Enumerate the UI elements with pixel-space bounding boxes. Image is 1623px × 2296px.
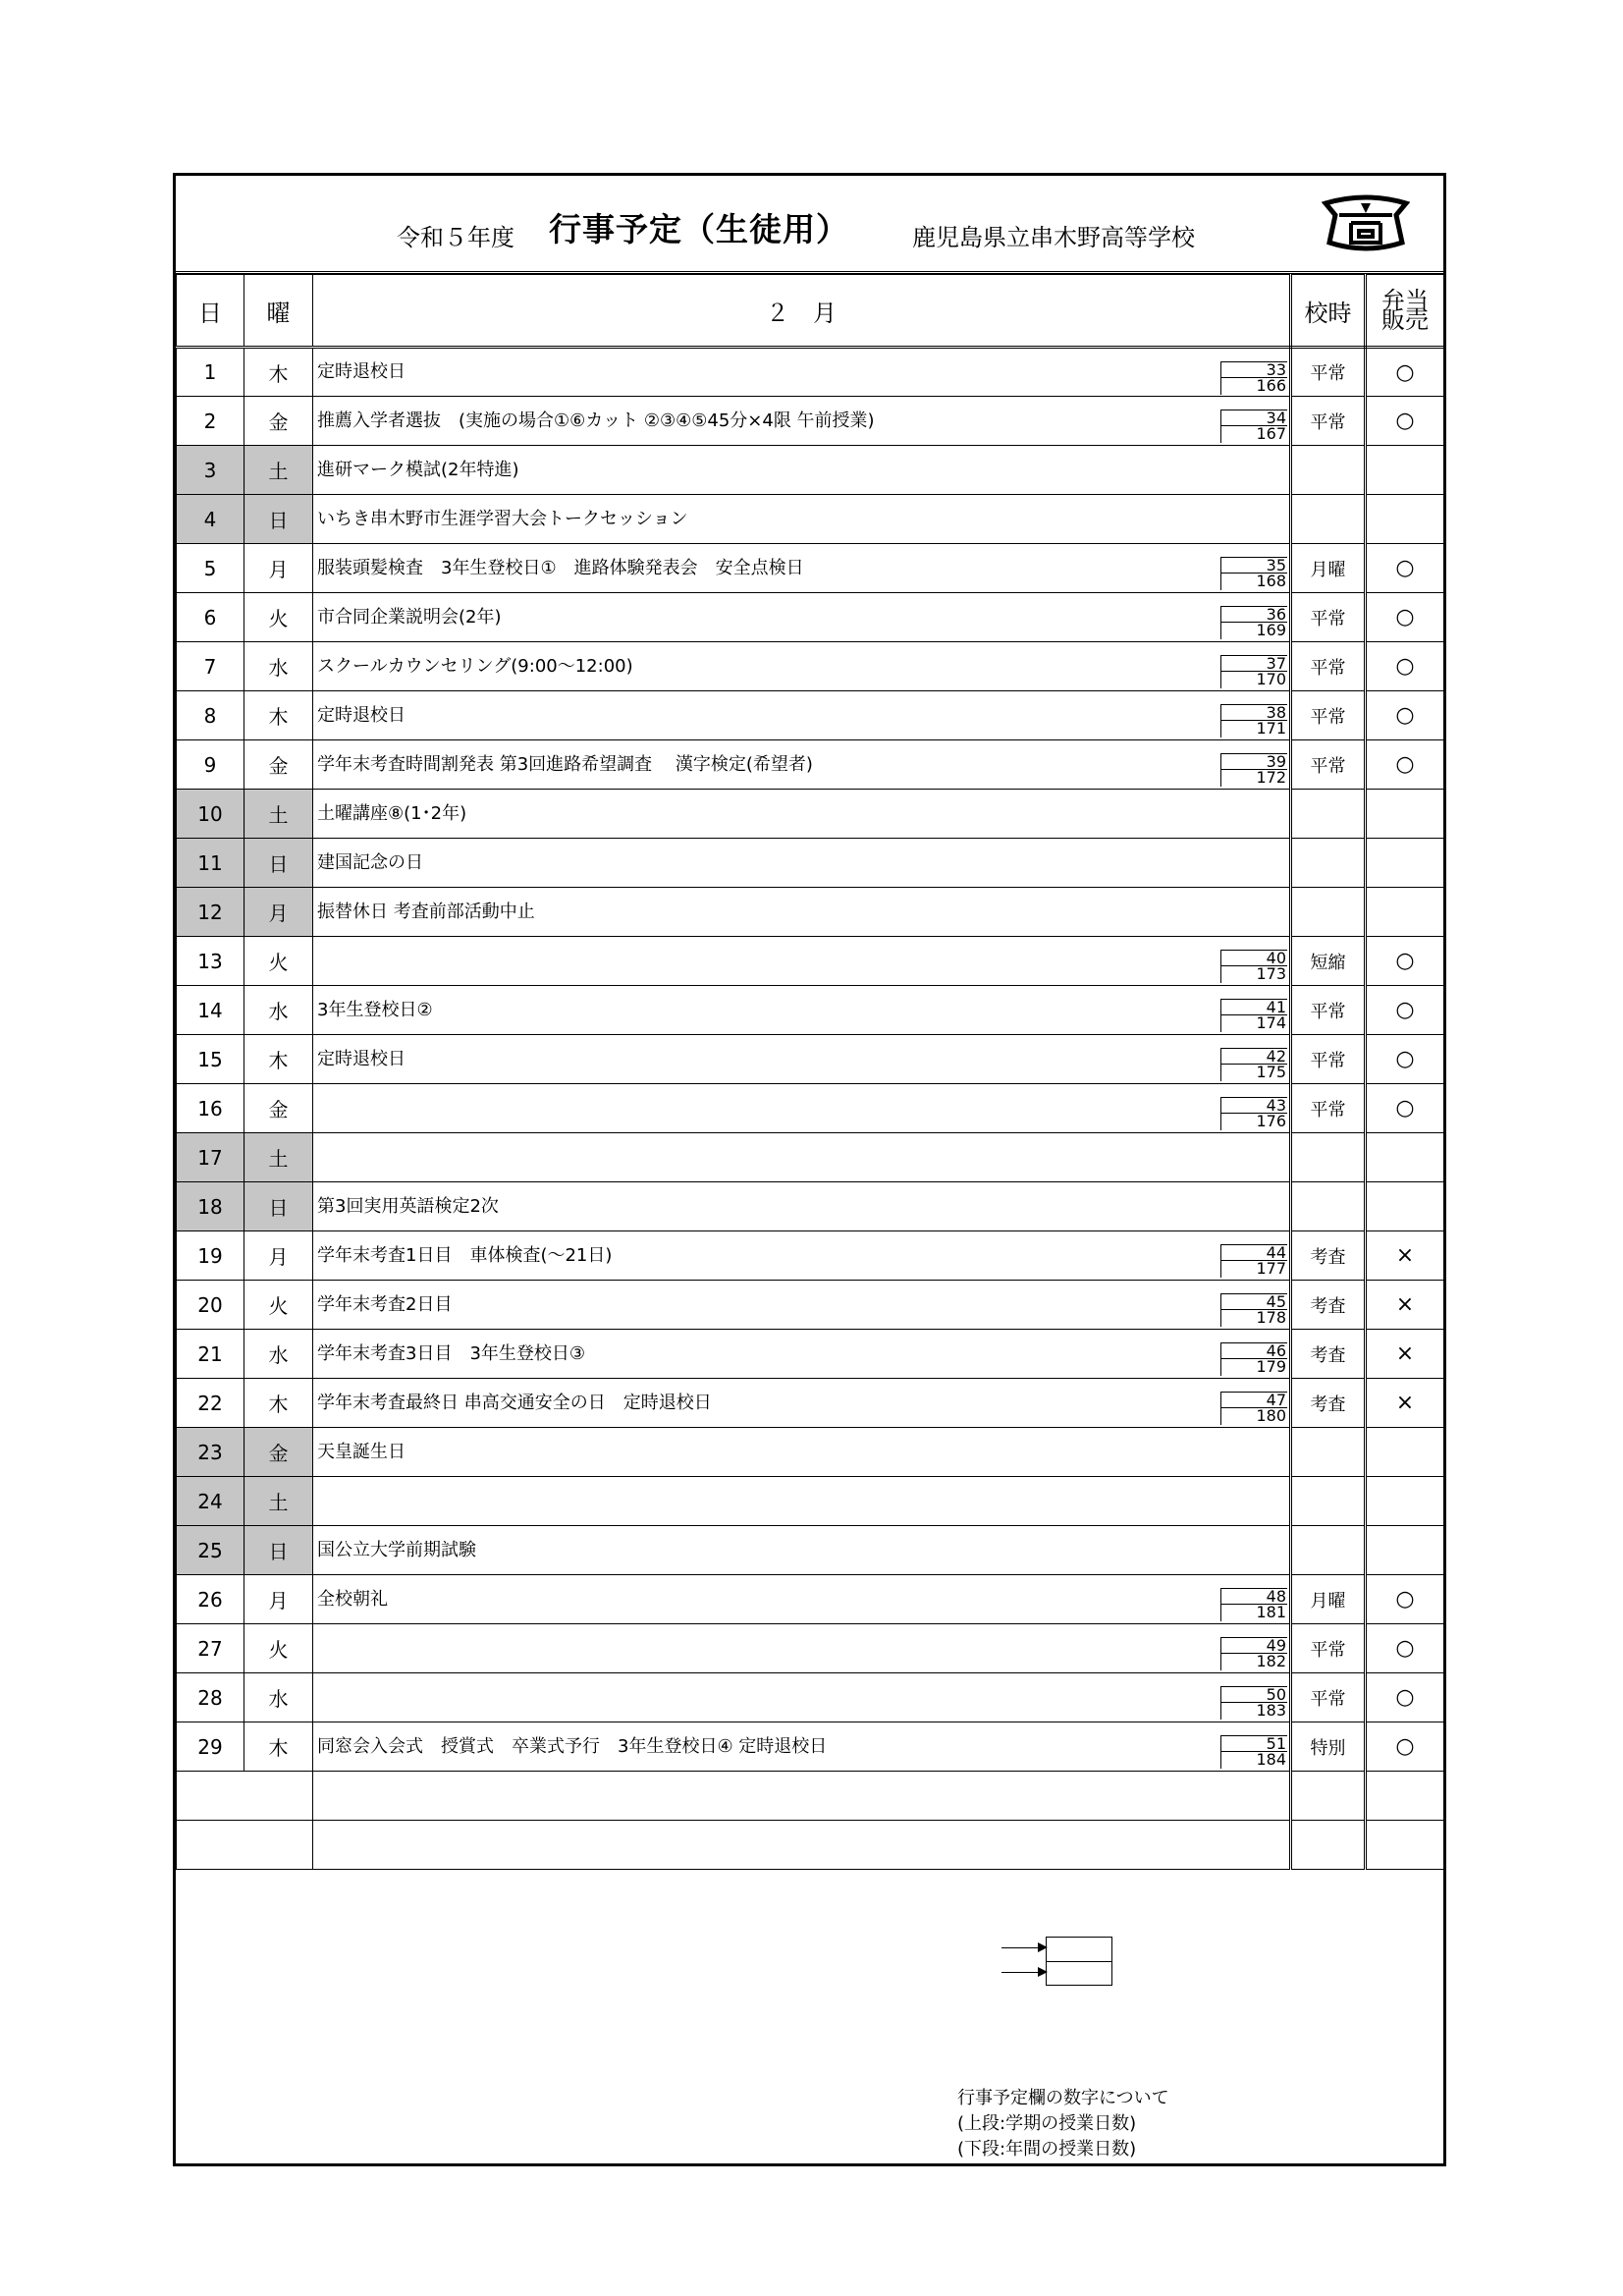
event-text: 推薦入学者選抜 (実施の場合①⑥カット ②③④⑤45分×4限 午前授業) [317, 410, 875, 431]
term-day-count: 51 [1220, 1735, 1287, 1752]
bento-sale-mark [1366, 790, 1444, 839]
table-row [177, 397, 1444, 446]
weekday: 火 [244, 593, 313, 642]
day-number: 25 [177, 1526, 244, 1575]
day-number: 27 [177, 1624, 244, 1673]
class-day-count [1220, 1392, 1287, 1425]
year-day-count: 173 [1220, 965, 1287, 983]
event-cell [313, 888, 1291, 937]
event-text: 学年末考査時間割発表 第3回進路希望調査 漢字検定(希望者) [317, 753, 813, 775]
col-bento-line1: 弁当 [1381, 287, 1429, 314]
event-cell [313, 593, 1291, 642]
legend-upper: (上段:学期の授業日数) [957, 2113, 1137, 2134]
table-row [177, 986, 1444, 1035]
weekday: 日 [244, 1526, 313, 1575]
year-day-count: 177 [1220, 1260, 1287, 1278]
schedule-type: 平常 [1291, 986, 1366, 1035]
table-row [177, 888, 1444, 937]
day-number: 14 [177, 986, 244, 1035]
day-number: 20 [177, 1281, 244, 1330]
schedule-type: 平常 [1291, 1035, 1366, 1084]
weekday: 月 [244, 544, 313, 593]
weekday: 土 [244, 1477, 313, 1526]
weekday: 水 [244, 642, 313, 691]
event-cell [313, 1575, 1291, 1624]
event-cell [313, 1084, 1291, 1133]
term-day-count: 43 [1220, 1097, 1287, 1114]
day-number: 22 [177, 1379, 244, 1428]
empty-cell [1366, 1821, 1444, 1870]
bento-sale-mark: × [1366, 1281, 1444, 1330]
class-day-count [1220, 655, 1287, 688]
day-number: 24 [177, 1477, 244, 1526]
bento-sale-mark: ○ [1366, 937, 1444, 986]
event-text: 進研マーク模試(2年特進) [317, 459, 519, 480]
table-row [177, 839, 1444, 888]
table-row [177, 1722, 1444, 1772]
page-title: 行事予定（生徒用） [549, 210, 849, 248]
table-row [177, 1673, 1444, 1722]
weekday: 水 [244, 1673, 313, 1722]
table-row [177, 1035, 1444, 1084]
event-text: 学年末考査3日目 3年生登校日③ [317, 1342, 586, 1364]
schedule-type [1291, 1182, 1366, 1231]
fiscal-year: 令和５年度 [397, 224, 514, 251]
day-number: 23 [177, 1428, 244, 1477]
table-row-empty [177, 1772, 1444, 1821]
bento-sale-mark [1366, 888, 1444, 937]
schedule-frame [173, 173, 1446, 2166]
bento-sale-mark [1366, 1133, 1444, 1182]
event-text: 市合同企業説明会(2年) [317, 606, 502, 628]
weekday: 水 [244, 1330, 313, 1379]
event-text: 天皇誕生日 [317, 1441, 406, 1462]
schedule-type: 考査 [1291, 1281, 1366, 1330]
weekday: 土 [244, 446, 313, 495]
schedule-type [1291, 1526, 1366, 1575]
empty-cell [313, 1821, 1291, 1870]
schedule-type [1291, 839, 1366, 888]
weekday: 日 [244, 495, 313, 544]
bento-sale-mark [1366, 1428, 1444, 1477]
event-cell [313, 1477, 1291, 1526]
event-cell [313, 937, 1291, 986]
year-day-count: 169 [1220, 622, 1287, 639]
bento-sale-mark: ○ [1366, 1673, 1444, 1722]
table-row [177, 544, 1444, 593]
empty-cell [1366, 1772, 1444, 1821]
weekday: 日 [244, 839, 313, 888]
table-row [177, 1330, 1444, 1379]
schedule-table [176, 274, 1444, 1870]
title-bar [176, 176, 1443, 274]
schedule-type [1291, 790, 1366, 839]
bento-sale-mark: ○ [1366, 740, 1444, 790]
table-row [177, 1575, 1444, 1624]
year-day-count: 184 [1220, 1751, 1287, 1769]
table-row [177, 1133, 1444, 1182]
bento-sale-mark [1366, 446, 1444, 495]
weekday: 金 [244, 1084, 313, 1133]
class-day-count [1220, 1048, 1287, 1081]
weekday: 土 [244, 790, 313, 839]
weekday: 火 [244, 1624, 313, 1673]
day-number: 1 [177, 348, 244, 397]
schedule-type: 平常 [1291, 740, 1366, 790]
year-day-count: 182 [1220, 1653, 1287, 1670]
weekday: 日 [244, 1182, 313, 1231]
term-day-count: 33 [1220, 361, 1287, 378]
event-cell [313, 1624, 1291, 1673]
legend-title: 行事予定欄の数字について [957, 2088, 1169, 2108]
class-day-count [1220, 557, 1287, 590]
event-text: 定時退校日 [317, 360, 406, 382]
day-number: 18 [177, 1182, 244, 1231]
class-day-count [1220, 1686, 1287, 1720]
class-day-count [1220, 361, 1287, 395]
school-emblem-icon [1322, 193, 1410, 256]
day-number: 4 [177, 495, 244, 544]
weekday: 木 [244, 348, 313, 397]
day-number: 28 [177, 1673, 244, 1722]
event-text: いちき串木野市生涯学習大会トークセッション [317, 508, 688, 529]
empty-cell [313, 1772, 1291, 1821]
table-row [177, 1526, 1444, 1575]
schedule-type: 平常 [1291, 691, 1366, 740]
schedule-type: 平常 [1291, 1673, 1366, 1722]
event-cell [313, 1182, 1291, 1231]
schedule-type: 平常 [1291, 348, 1366, 397]
day-number: 5 [177, 544, 244, 593]
table-row [177, 790, 1444, 839]
weekday: 木 [244, 1379, 313, 1428]
weekday: 月 [244, 1231, 313, 1281]
day-number: 15 [177, 1035, 244, 1084]
class-day-count [1220, 1637, 1287, 1670]
col-day: 日 [177, 275, 244, 348]
bento-sale-mark: ○ [1366, 593, 1444, 642]
term-day-count: 35 [1220, 557, 1287, 574]
class-day-count [1220, 606, 1287, 639]
class-day-count [1220, 1097, 1287, 1130]
year-day-count: 178 [1220, 1309, 1287, 1327]
day-number: 29 [177, 1722, 244, 1772]
class-day-count [1220, 1588, 1287, 1621]
day-number: 9 [177, 740, 244, 790]
event-text: 服装頭髪検査 3年生登校日① 進路体験発表会 安全点検日 [317, 557, 804, 578]
bento-sale-mark: × [1366, 1330, 1444, 1379]
table-row-empty [177, 1821, 1444, 1870]
weekday: 木 [244, 1035, 313, 1084]
legend [957, 2086, 1169, 2162]
event-text: 学年末考査2日目 [317, 1293, 453, 1315]
event-text: 同窓会入会式 授賞式 卒業式予行 3年生登校日④ 定時退校日 [317, 1735, 828, 1757]
day-number: 6 [177, 593, 244, 642]
col-bento-line2: 販売 [1381, 306, 1429, 334]
event-cell [313, 1133, 1291, 1182]
year-day-count: 181 [1220, 1604, 1287, 1621]
year-day-count: 172 [1220, 769, 1287, 787]
day-number: 17 [177, 1133, 244, 1182]
day-number: 11 [177, 839, 244, 888]
day-number: 13 [177, 937, 244, 986]
empty-cell [1291, 1772, 1366, 1821]
table-row [177, 642, 1444, 691]
weekday: 月 [244, 1575, 313, 1624]
year-day-count: 176 [1220, 1113, 1287, 1130]
year-day-count: 180 [1220, 1407, 1287, 1425]
weekday: 火 [244, 937, 313, 986]
event-cell [313, 740, 1291, 790]
event-cell [313, 446, 1291, 495]
table-row [177, 1477, 1444, 1526]
year-day-count: 166 [1220, 377, 1287, 395]
weekday: 土 [244, 1133, 313, 1182]
table-row [177, 348, 1444, 397]
event-text: 振替休日 考査前部活動中止 [317, 901, 535, 922]
schedule-type: 平常 [1291, 642, 1366, 691]
table-row [177, 495, 1444, 544]
col-bento [1366, 275, 1444, 348]
event-cell [313, 1330, 1291, 1379]
legend-lower-arrow-icon [1001, 1972, 1046, 1973]
class-day-count [1220, 704, 1287, 738]
class-day-count [1220, 410, 1287, 443]
event-cell [313, 397, 1291, 446]
event-cell [313, 1673, 1291, 1722]
schedule-type: 平常 [1291, 593, 1366, 642]
bento-sale-mark: ○ [1366, 1624, 1444, 1673]
day-number: 12 [177, 888, 244, 937]
bento-sale-mark: ○ [1366, 1722, 1444, 1772]
term-day-count: 38 [1220, 704, 1287, 721]
table-row [177, 937, 1444, 986]
event-cell [313, 986, 1291, 1035]
event-cell [313, 1526, 1291, 1575]
event-cell [313, 1281, 1291, 1330]
table-row [177, 1379, 1444, 1428]
weekday: 月 [244, 888, 313, 937]
col-weekday: 曜 [244, 275, 313, 348]
term-day-count: 40 [1220, 950, 1287, 966]
bento-sale-mark [1366, 495, 1444, 544]
event-cell [313, 495, 1291, 544]
class-day-count [1220, 1735, 1287, 1769]
bento-sale-mark: ○ [1366, 642, 1444, 691]
event-text: 定時退校日 [317, 1048, 406, 1069]
schedule-type: 考査 [1291, 1231, 1366, 1281]
table-row [177, 1428, 1444, 1477]
day-number: 21 [177, 1330, 244, 1379]
event-text: スクールカウンセリング(9:00～12:00) [317, 655, 633, 677]
year-day-count: 170 [1220, 671, 1287, 688]
col-month: ２ 月 [313, 275, 1291, 348]
schedule-type: 特別 [1291, 1722, 1366, 1772]
empty-cell [1291, 1821, 1366, 1870]
event-cell [313, 790, 1291, 839]
event-text: 3年生登校日② [317, 999, 433, 1020]
event-cell [313, 348, 1291, 397]
term-day-count: 47 [1220, 1392, 1287, 1408]
term-day-count: 39 [1220, 753, 1287, 770]
term-day-count: 37 [1220, 655, 1287, 672]
event-text: 土曜講座⑧(1･2年) [317, 802, 467, 824]
bento-sale-mark [1366, 1477, 1444, 1526]
empty-cell [177, 1772, 313, 1821]
day-number: 2 [177, 397, 244, 446]
event-cell [313, 1722, 1291, 1772]
class-day-count [1220, 1293, 1287, 1327]
bento-sale-mark: ○ [1366, 1084, 1444, 1133]
term-day-count: 49 [1220, 1637, 1287, 1654]
table-row [177, 1231, 1444, 1281]
class-day-count [1220, 1342, 1287, 1376]
empty-cell [177, 1821, 313, 1870]
term-day-count: 50 [1220, 1686, 1287, 1703]
year-day-count: 171 [1220, 720, 1287, 738]
weekday: 金 [244, 1428, 313, 1477]
event-cell [313, 1035, 1291, 1084]
event-cell [313, 1231, 1291, 1281]
school-name: 鹿児島県立串木野高等学校 [912, 224, 1195, 251]
term-day-count: 41 [1220, 999, 1287, 1015]
event-cell [313, 1428, 1291, 1477]
event-cell [313, 839, 1291, 888]
bento-sale-mark: × [1366, 1231, 1444, 1281]
table-row [177, 1084, 1444, 1133]
event-text: 全校朝礼 [317, 1588, 388, 1610]
event-text: 学年末考査最終日 串高交通安全の日 定時退校日 [317, 1392, 712, 1413]
day-number: 19 [177, 1231, 244, 1281]
term-day-count: 44 [1220, 1244, 1287, 1261]
event-cell [313, 544, 1291, 593]
table-row [177, 691, 1444, 740]
weekday: 木 [244, 1722, 313, 1772]
term-day-count: 34 [1220, 410, 1287, 426]
schedule-type: 平常 [1291, 397, 1366, 446]
year-day-count: 168 [1220, 573, 1287, 590]
bento-sale-mark [1366, 1526, 1444, 1575]
term-day-count: 45 [1220, 1293, 1287, 1310]
schedule-type [1291, 888, 1366, 937]
day-number: 3 [177, 446, 244, 495]
schedule-type: 平常 [1291, 1084, 1366, 1133]
bento-sale-mark: ○ [1366, 691, 1444, 740]
event-cell [313, 1379, 1291, 1428]
schedule-type: 考査 [1291, 1379, 1366, 1428]
schedule-type [1291, 1133, 1366, 1182]
class-day-count [1220, 950, 1287, 983]
schedule-type: 月曜 [1291, 544, 1366, 593]
table-row [177, 593, 1444, 642]
weekday: 木 [244, 691, 313, 740]
bento-sale-mark: ○ [1366, 1575, 1444, 1624]
table-row [177, 1182, 1444, 1231]
class-day-count [1220, 753, 1287, 787]
bento-sale-mark [1366, 839, 1444, 888]
schedule-type: 平常 [1291, 1624, 1366, 1673]
table-row [177, 1624, 1444, 1673]
bento-sale-mark [1366, 1182, 1444, 1231]
term-day-count: 48 [1220, 1588, 1287, 1605]
event-text: 定時退校日 [317, 704, 406, 726]
year-day-count: 183 [1220, 1702, 1287, 1720]
event-cell [313, 642, 1291, 691]
year-day-count: 174 [1220, 1014, 1287, 1032]
event-cell [313, 691, 1291, 740]
day-number: 16 [177, 1084, 244, 1133]
year-day-count: 167 [1220, 425, 1287, 443]
schedule-type [1291, 495, 1366, 544]
event-text: 建国記念の日 [317, 851, 423, 873]
day-number: 7 [177, 642, 244, 691]
class-day-count [1220, 1244, 1287, 1278]
schedule-type: 短縮 [1291, 937, 1366, 986]
bento-sale-mark: ○ [1366, 348, 1444, 397]
table-header [177, 275, 1444, 348]
term-day-count: 36 [1220, 606, 1287, 623]
col-schedule: 校時 [1291, 275, 1366, 348]
class-day-count [1220, 999, 1287, 1032]
table-row [177, 1281, 1444, 1330]
schedule-type: 月曜 [1291, 1575, 1366, 1624]
bento-sale-mark: ○ [1366, 1035, 1444, 1084]
weekday: 金 [244, 397, 313, 446]
schedule-type [1291, 446, 1366, 495]
weekday: 水 [244, 986, 313, 1035]
year-day-count: 175 [1220, 1064, 1287, 1081]
event-text: 学年末考査1日目 車体検査(～21日) [317, 1244, 613, 1266]
bento-sale-mark: × [1366, 1379, 1444, 1428]
schedule-type [1291, 1428, 1366, 1477]
legend-upper-arrow-icon [1001, 1947, 1046, 1948]
legend-lower: (下段:年間の授業日数) [957, 2139, 1137, 2159]
day-number: 26 [177, 1575, 244, 1624]
term-day-count: 46 [1220, 1342, 1287, 1359]
day-number: 10 [177, 790, 244, 839]
year-day-count: 179 [1220, 1358, 1287, 1376]
schedule-type: 考査 [1291, 1330, 1366, 1379]
weekday: 火 [244, 1281, 313, 1330]
bento-sale-mark: ○ [1366, 986, 1444, 1035]
day-number: 8 [177, 691, 244, 740]
table-row [177, 740, 1444, 790]
legend-count-box [1046, 1937, 1112, 1986]
bento-sale-mark: ○ [1366, 397, 1444, 446]
event-text: 国公立大学前期試験 [317, 1539, 476, 1560]
bento-sale-mark: ○ [1366, 544, 1444, 593]
term-day-count: 42 [1220, 1048, 1287, 1065]
weekday: 金 [244, 740, 313, 790]
schedule-type [1291, 1477, 1366, 1526]
event-text: 第3回実用英語検定2次 [317, 1195, 499, 1217]
table-row [177, 446, 1444, 495]
